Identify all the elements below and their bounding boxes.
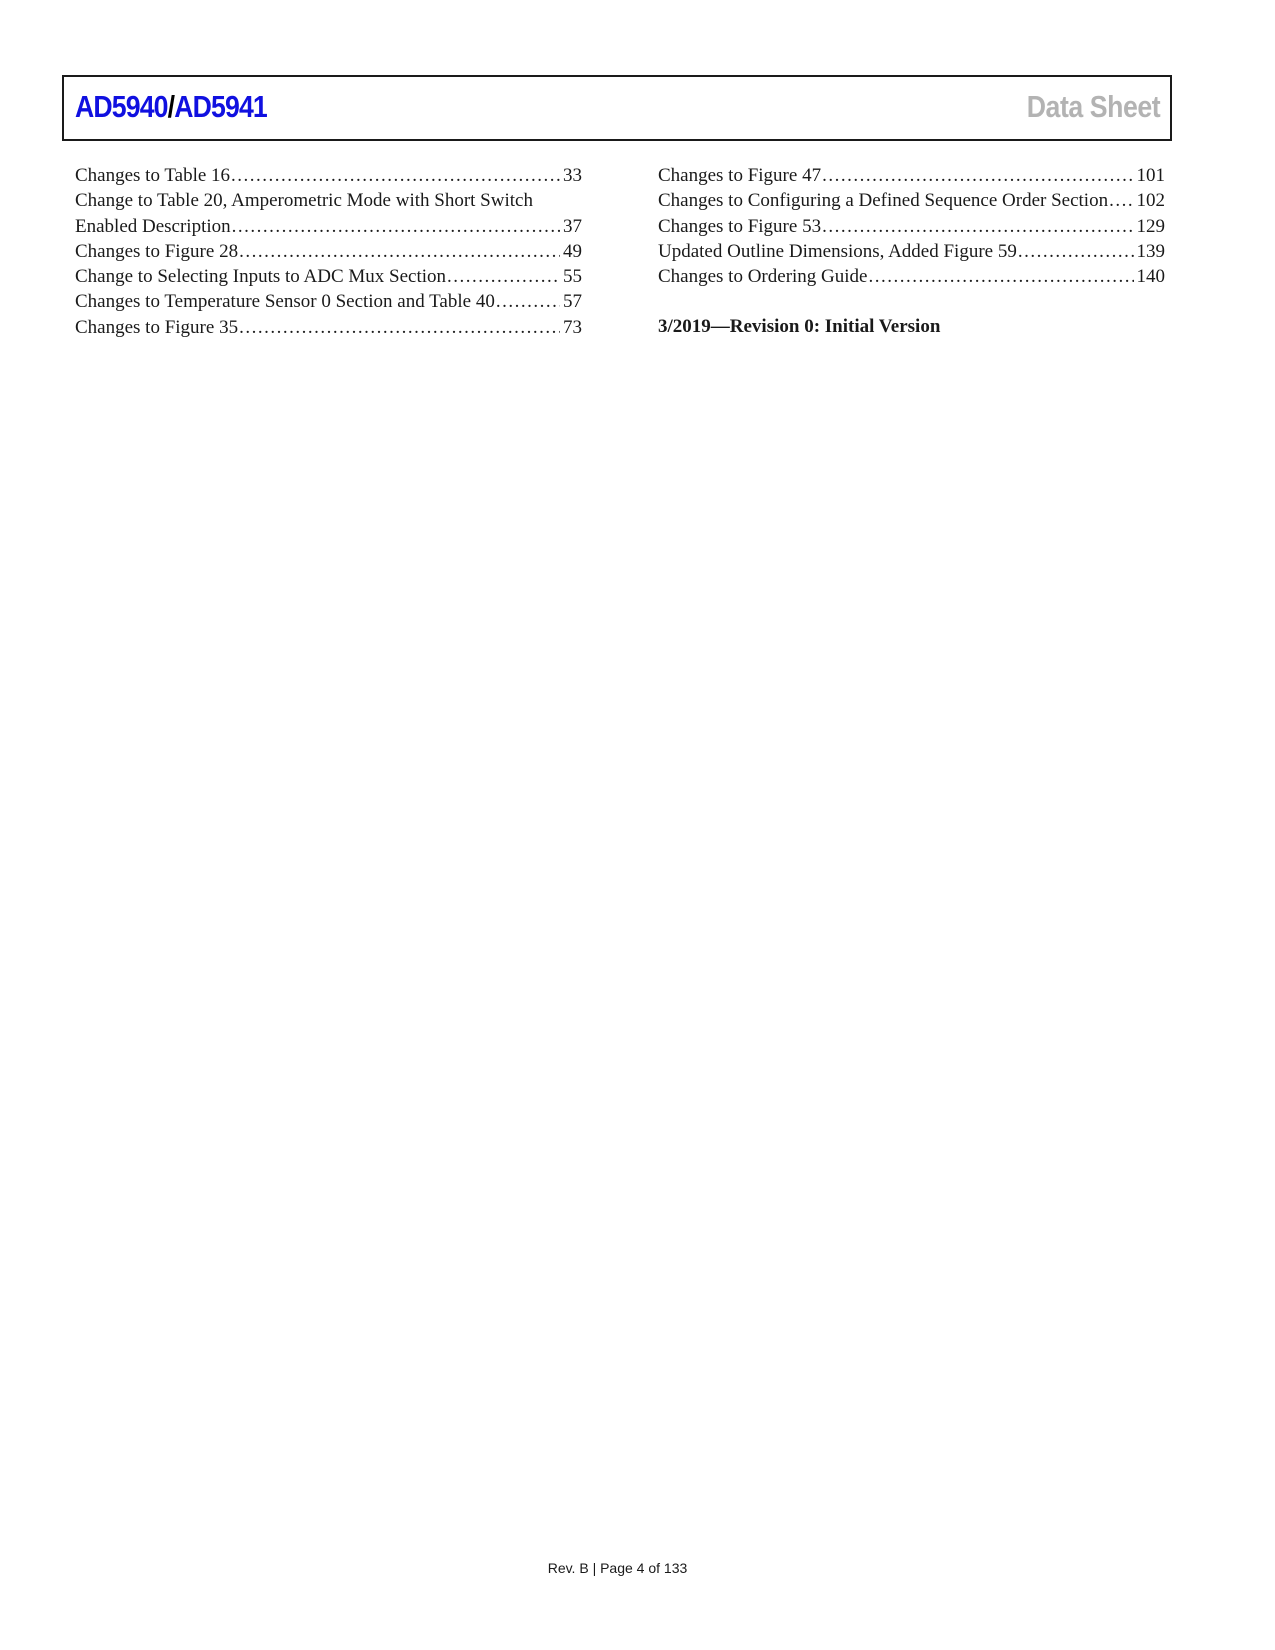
toc-entry — [75, 214, 582, 239]
toc-entry[interactable] — [75, 315, 582, 340]
toc-entry[interactable] — [658, 239, 1165, 264]
toc-leader-dots — [231, 163, 560, 188]
toc-entry-text: Change to Selecting Inputs to ADC Mux Section — [75, 266, 447, 288]
toc-page-number: 49 — [563, 240, 582, 262]
toc-entry-text: Changes to Figure 28 — [75, 240, 239, 262]
toc-entry[interactable] — [658, 214, 1165, 239]
toc-leader-dots — [822, 214, 1133, 239]
product-separator: / — [167, 89, 175, 124]
toc-entry[interactable] — [75, 163, 582, 188]
toc-entry-text: Changes to Ordering Guide — [658, 266, 868, 288]
document-type-label: Data Sheet — [1026, 89, 1160, 124]
toc-page-number: 140 — [1136, 266, 1165, 288]
toc-page-number: 129 — [1136, 215, 1165, 237]
toc-entry[interactable] — [75, 264, 582, 289]
toc-leader-dots — [1018, 239, 1134, 264]
toc-entry[interactable] — [658, 264, 1165, 289]
toc-entry-text: Changes to Figure 35 — [75, 316, 239, 338]
toc-page-number: 55 — [563, 266, 582, 288]
toc-column-right — [658, 163, 1165, 339]
toc-leader-dots — [868, 264, 1133, 289]
toc-leader-dots — [496, 289, 560, 314]
product-link-ad5940[interactable]: AD5940 — [75, 89, 168, 124]
toc-page-number: 102 — [1136, 190, 1165, 212]
toc-leader-dots — [822, 163, 1133, 188]
page-header — [62, 75, 1172, 141]
toc-leader-dots — [1109, 188, 1133, 213]
toc-leader-dots — [239, 239, 560, 264]
toc-entry-multiline[interactable] — [75, 188, 582, 239]
toc-page-number: 101 — [1136, 165, 1165, 186]
toc-entry[interactable] — [75, 239, 582, 264]
toc-entry-text: Changes to Table 16 — [75, 165, 231, 186]
toc-entry-text-line1: Change to Table 20, Amperometric Mode with Short Switch — [75, 190, 533, 212]
page-footer: Rev. B | Page 4 of 133 — [547, 1560, 688, 1576]
toc-entry-text: Updated Outline Dimensions, Added Figure 59 — [658, 240, 1017, 262]
toc-entry-text: Changes to Figure 53 — [658, 215, 822, 237]
toc-entry-text: Changes to Temperature Sensor 0 Section and Table 40 — [75, 291, 495, 313]
toc-column-left — [75, 163, 582, 340]
toc-leader-dots — [232, 214, 560, 239]
toc-leader-dots — [239, 315, 560, 340]
toc-page-number: 33 — [563, 165, 582, 186]
toc-entry[interactable] — [658, 163, 1165, 188]
toc-page-number: 57 — [563, 291, 582, 313]
toc-entry[interactable] — [658, 188, 1165, 213]
toc-entry-text: Changes to Figure 47 — [658, 165, 822, 186]
product-title — [75, 89, 267, 125]
toc-entry-text: Changes to Configuring a Defined Sequence Order Section — [658, 190, 1109, 212]
toc-page-number: 73 — [563, 316, 582, 338]
toc-entry[interactable] — [75, 289, 582, 314]
toc-entry-text: Enabled Description — [75, 215, 231, 237]
toc-page-number: 139 — [1136, 240, 1165, 262]
toc-page-number: 37 — [563, 215, 582, 237]
product-link-ad5941[interactable]: AD5941 — [174, 89, 267, 124]
revision-heading: 3/2019—Revision 0: Initial Version — [658, 316, 941, 338]
toc-leader-dots — [447, 264, 560, 289]
